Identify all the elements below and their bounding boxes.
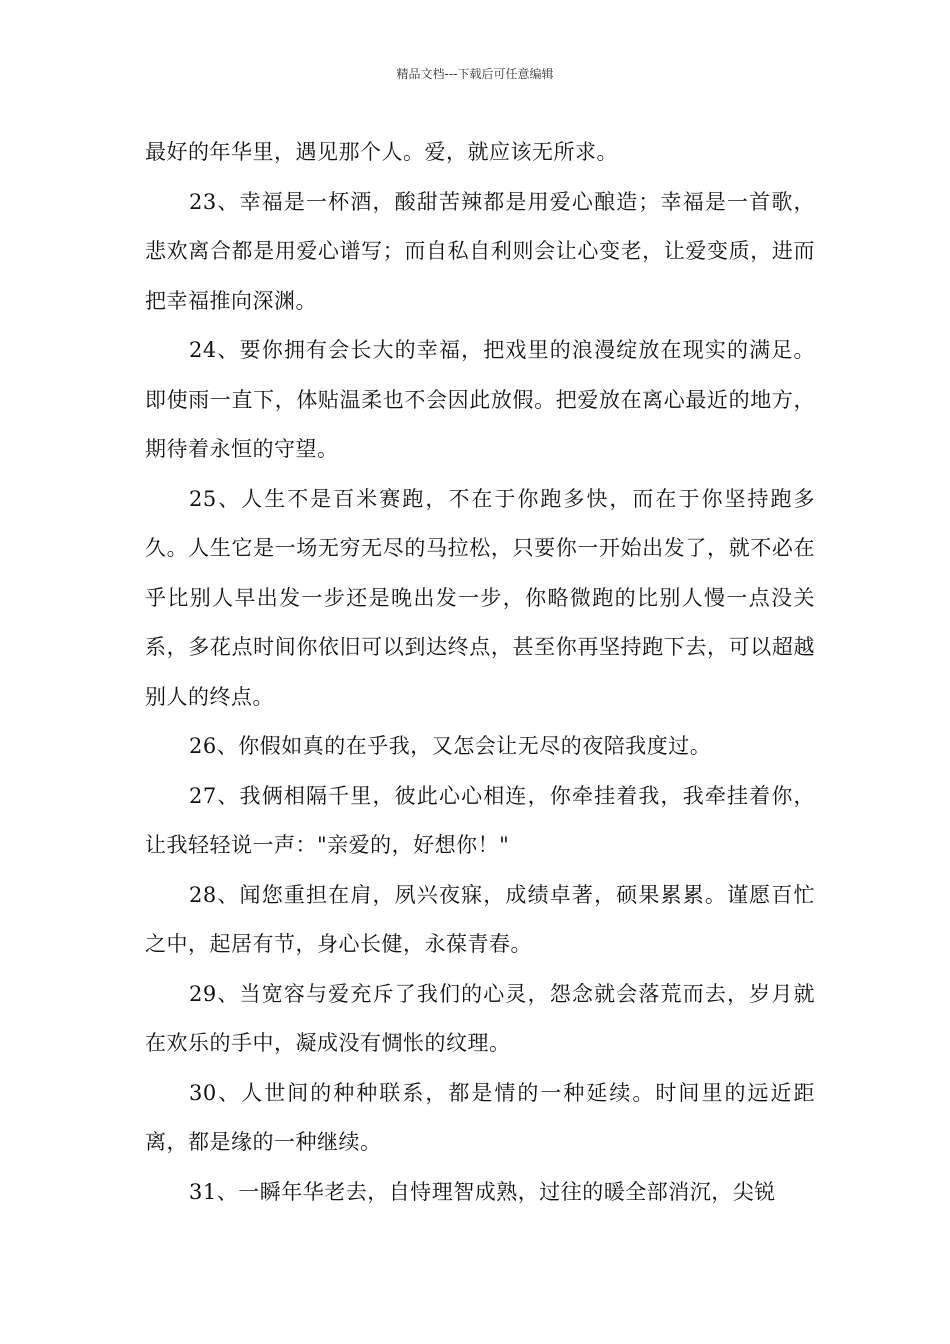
paragraph-26: 26、你假如真的在乎我，又怎会让无尽的夜陪我度过。 [189,734,712,758]
paragraph-30: 30、人世间的种种联系，都是情的一种延续。时间里的远近距离，都是缘的一种继续。 [145,1080,815,1154]
paragraph-31: 31、一瞬年华老去，自恃理智成熟，过往的暖全部消沉，尖锐 [189,1179,776,1204]
paragraph-23: 23、幸福是一杯酒，酸甜苦辣都是用爱心酿造；幸福是一首歌，悲欢离合都是用爱心谱写；而自私自利则会让心变老，让爱变质，进而把幸福推向深渊。 [145,189,815,313]
paragraph-27: 27、我俩相隔千里，彼此心心相连，你牵挂着我，我牵挂着你，让我轻轻说一声："亲爱的，好想你！" [145,783,815,857]
paragraph-29: 29、当宽容与爱充斥了我们的心灵，怨念就会落荒而去，岁月就在欢乐的手中，凝成没有惆怅的纹理。 [145,981,815,1055]
paragraph-24: 24、要你拥有会长大的幸福，把戏里的浪漫绽放在现实的满足。即使雨一直下，体贴温柔也不会因此放假。把爱放在离心最近的地方，期待着永恒的守望。 [145,338,815,461]
page-header: 精品文档---下载后可任意编辑 [396,67,554,81]
paragraph-25: 25、人生不是百米赛跑，不在于你跑多快，而在于你坚持跑多久。人生它是一场无穷无尽的马拉松，只要你一开始出发了，就不必在乎比别人早出发一步还是晚出发一步，你略微跑的比别人慢一点没关系，多花点时间你依旧可以到达终点，甚至你再坚持跑下去，可以超越别人的终点。 [145,486,815,709]
paragraph-28: 28、闻您重担在肩，夙兴夜寐，成绩卓著，硕果累累。谨愿百忙之中，起居有节，身心长健，永葆青春。 [145,882,815,956]
document-body [145,128,815,1217]
paragraph-continuation: 最好的年华里，遇见那个人。爱，就应该无所求。 [145,140,618,164]
